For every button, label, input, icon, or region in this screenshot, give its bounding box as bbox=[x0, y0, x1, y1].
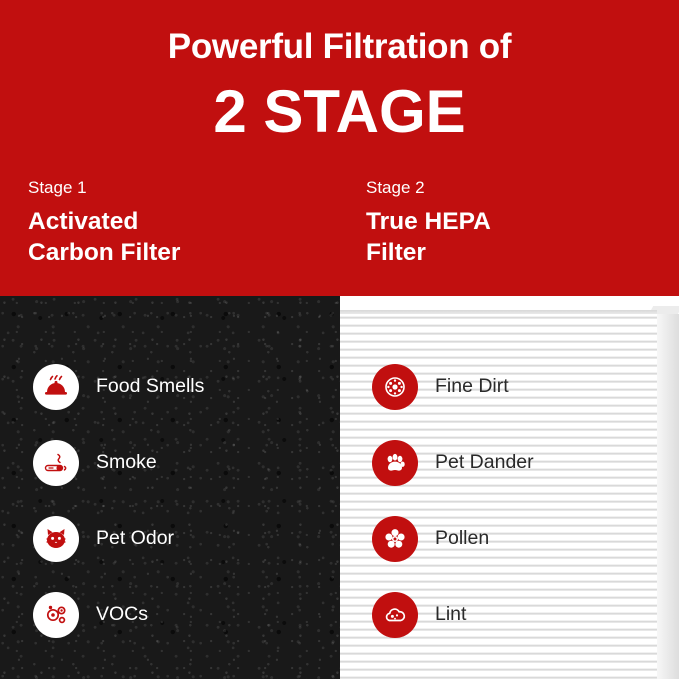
stage-2-kicker: Stage 2 bbox=[366, 178, 425, 197]
page-title bbox=[0, 28, 679, 146]
list-item bbox=[33, 436, 157, 490]
molecule-bubbles-icon bbox=[33, 592, 79, 638]
stage-1-title-line-1: Activated bbox=[28, 208, 139, 236]
filter-panels bbox=[0, 296, 679, 679]
list-item-label: VOCs bbox=[96, 603, 149, 626]
list-item bbox=[33, 512, 174, 566]
list-item-label: Lint bbox=[435, 603, 467, 626]
heading-line-1: Powerful Filtration of bbox=[167, 27, 512, 66]
lint-cloud-icon bbox=[372, 592, 418, 638]
list-item-label: Fine Dirt bbox=[435, 375, 509, 398]
stage-1-block bbox=[28, 178, 180, 269]
dust-particle-icon bbox=[372, 364, 418, 410]
list-item-label: Smoke bbox=[96, 451, 157, 474]
list-item-label: Pet Odor bbox=[96, 527, 175, 550]
stage-1-kicker: Stage 1 bbox=[28, 178, 87, 197]
stage-1-title-line-2: Carbon Filter bbox=[28, 239, 181, 267]
list-item-label: Food Smells bbox=[96, 375, 205, 398]
cigarette-smoke-icon bbox=[33, 440, 79, 486]
list-item bbox=[33, 588, 148, 642]
list-item-label: Pet Dander bbox=[435, 451, 534, 474]
heading-line-2: 2 STAGE bbox=[213, 77, 466, 145]
activated-carbon-panel bbox=[0, 296, 340, 679]
stage-2-block bbox=[366, 178, 491, 269]
true-hepa-panel bbox=[340, 296, 679, 679]
stage-2-title-line-2: Filter bbox=[366, 239, 426, 267]
list-item bbox=[372, 588, 466, 642]
list-item bbox=[33, 360, 204, 414]
list-item bbox=[372, 360, 509, 414]
list-item bbox=[372, 436, 534, 490]
pollen-flower-icon bbox=[372, 516, 418, 562]
paw-print-icon bbox=[372, 440, 418, 486]
stage-labels bbox=[0, 178, 679, 288]
list-item-label: Pollen bbox=[435, 527, 490, 550]
cat-face-icon bbox=[33, 516, 79, 562]
hepa-side-frame bbox=[657, 314, 679, 679]
food-cloche-icon bbox=[33, 364, 79, 410]
list-item bbox=[372, 512, 489, 566]
stage-2-title-line-1: True HEPA bbox=[366, 208, 491, 236]
